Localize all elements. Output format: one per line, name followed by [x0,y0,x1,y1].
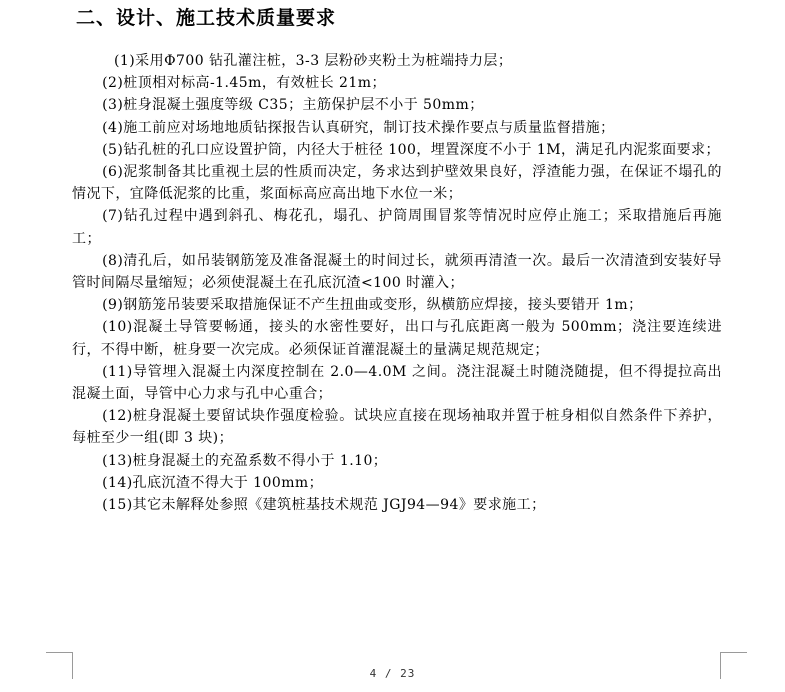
requirement-item: (1)采用Φ700 钻孔灌注桩，3-3 层粉砂夹粉土为桩端持力层； [114,53,513,69]
requirement-item: (5)钻孔桩的孔口应设置护筒，内径大于桩径 100，埋置深度不小于 1M，满足孔内泥浆面要求； [102,141,720,158]
requirements-list [72,50,722,516]
requirement-item: (3)桩身混凝土强度等级 C35；主筋保护层不小于 50mm； [102,97,484,114]
section-heading: 二、设计、施工技术质量要求 [76,7,337,29]
requirement-item: (9)钢筋笼吊装要采取措施保证不产生扭曲或变形，纵横筋应焊接，接头要错开 1m； [102,297,643,314]
requirement-item: (6)泥浆制备其比重视土层的性质而决定，务求达到护壁效果良好，浮渣能力强，在保证不塌孔的情况下，宜降低泥浆的比重，浆面标高应高出地下水位一米； [72,164,722,203]
requirement-item: (10)混凝土导管要畅通，接头的水密性要好，出口与孔底距离一般为 500mm；浇注要连续进行，不得中断，桩身要一次完成。必须保证首灌混凝土的量满足规范规定； [72,319,722,358]
requirement-item: (13)桩身混凝土的充盈系数不得小于 1.10； [102,452,388,469]
requirement-item: (14)孔底沉渣不得大于 100mm； [102,474,324,491]
requirement-item: (7)钻孔过程中遇到斜孔、梅花孔，塌孔、护筒周围冒浆等情况时应停止施工；采取措施后再施工； [72,208,722,247]
requirement-item: (2)桩顶相对标高-1.45m，有效桩长 21m； [102,75,386,92]
requirement-item: (12)桩身混凝土要留试块作强度检验。试块应直接在现场袖取并置于桩身相似自然条件下养护，每桩至少一组(即 3 块)； [72,408,722,447]
requirement-item: (4)施工前应对场地地质钻探报告认真研究，制订技术操作要点与质量监督措施； [102,119,615,136]
page-number: 4 / 23 [369,667,416,680]
requirement-item: (15)其它未解释处参照《建筑桩基技术规范 JGJ94—94》要求施工； [102,497,546,514]
requirement-item: (8)清孔后，如吊装钢筋笼及准备混凝土的时间过长，就须再清渣一次。最后一次清渣到安装好导管时间隔尽量缩短；必须使混凝土在孔底沉渣<100 时灌入； [72,252,722,292]
requirement-item: (11)导管埋入混凝土内深度控制在 2.0—4.0M 之间。浇注混凝土时随浇随提，但不得提拉高出混凝土面，导管中心力求与孔中心重合； [72,363,722,403]
